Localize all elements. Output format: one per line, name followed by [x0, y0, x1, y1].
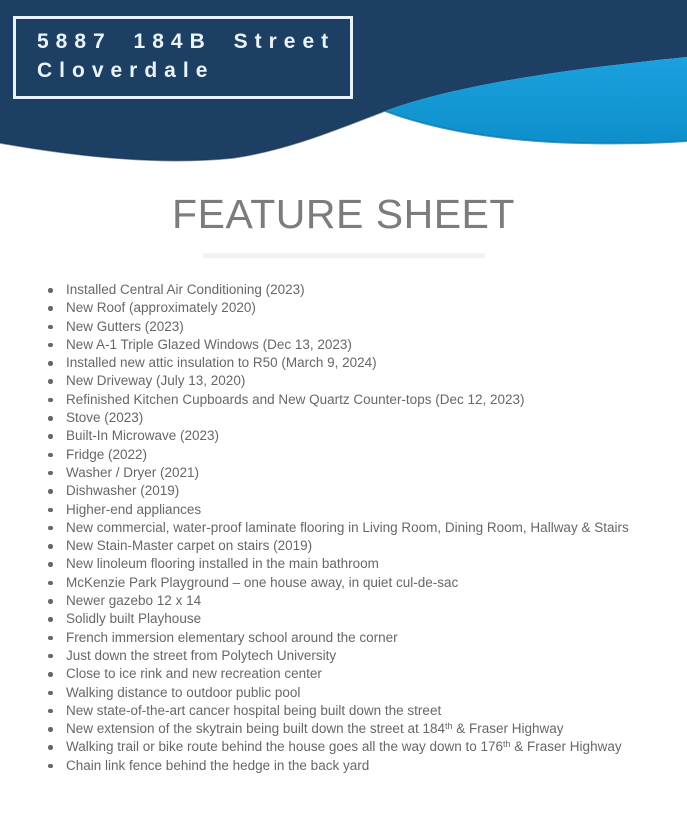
page-title: FEATURE SHEET: [172, 191, 515, 237]
feature-item: McKenzie Park Playground – one house away, in quiet cul-de-sac: [66, 574, 669, 592]
feature-item: New linoleum flooring installed in the main bathroom: [66, 555, 669, 573]
feature-item: New commercial, water-proof laminate flooring in Living Room, Dining Room, Hallway & Stairs: [66, 519, 669, 537]
address-line-2: Cloverdale: [37, 59, 215, 82]
feature-item: Refinished Kitchen Cupboards and New Quartz Counter-tops (Dec 12, 2023): [66, 391, 669, 409]
feature-item: Solidly built Playhouse: [66, 610, 669, 628]
address-line-1: 5887 184B Street: [37, 30, 336, 53]
feature-item: New A-1 Triple Glazed Windows (Dec 13, 2023): [66, 336, 669, 354]
feature-item: New state-of-the-art cancer hospital being built down the street: [66, 702, 669, 720]
feature-item: Walking trail or bike route behind the house goes all the way down to 176th & Fraser Highway: [66, 738, 669, 756]
feature-item: Close to ice rink and new recreation center: [66, 665, 669, 683]
feature-item: Installed Central Air Conditioning (2023): [66, 281, 669, 299]
feature-item: Built-In Microwave (2023): [66, 427, 669, 445]
header-banner: [0, 0, 687, 180]
feature-item: Newer gazebo 12 x 14: [66, 592, 669, 610]
feature-item: Stove (2023): [66, 409, 669, 427]
feature-item: Just down the street from Polytech University: [66, 647, 669, 665]
feature-item: New extension of the skytrain being built down the street at 184th & Fraser Highway: [66, 720, 669, 738]
feature-item: Walking distance to outdoor public pool: [66, 684, 669, 702]
title-underline-smudge: [203, 253, 485, 258]
feature-item: French immersion elementary school around the corner: [66, 629, 669, 647]
address-box: [13, 16, 353, 99]
feature-item: New Gutters (2023): [66, 318, 669, 336]
feature-item: New Stain-Master carpet on stairs (2019): [66, 537, 669, 555]
feature-item: Fridge (2022): [66, 446, 669, 464]
feature-list: [0, 281, 687, 775]
feature-item: Higher-end appliances: [66, 501, 669, 519]
feature-item: New Roof (approximately 2020): [66, 299, 669, 317]
feature-item: Washer / Dryer (2021): [66, 464, 669, 482]
feature-item: Chain link fence behind the hedge in the back yard: [66, 757, 669, 775]
feature-item: Installed new attic insulation to R50 (March 9, 2024): [66, 354, 669, 372]
feature-item: New Driveway (July 13, 2020): [66, 372, 669, 390]
feature-item: Dishwasher (2019): [66, 482, 669, 500]
